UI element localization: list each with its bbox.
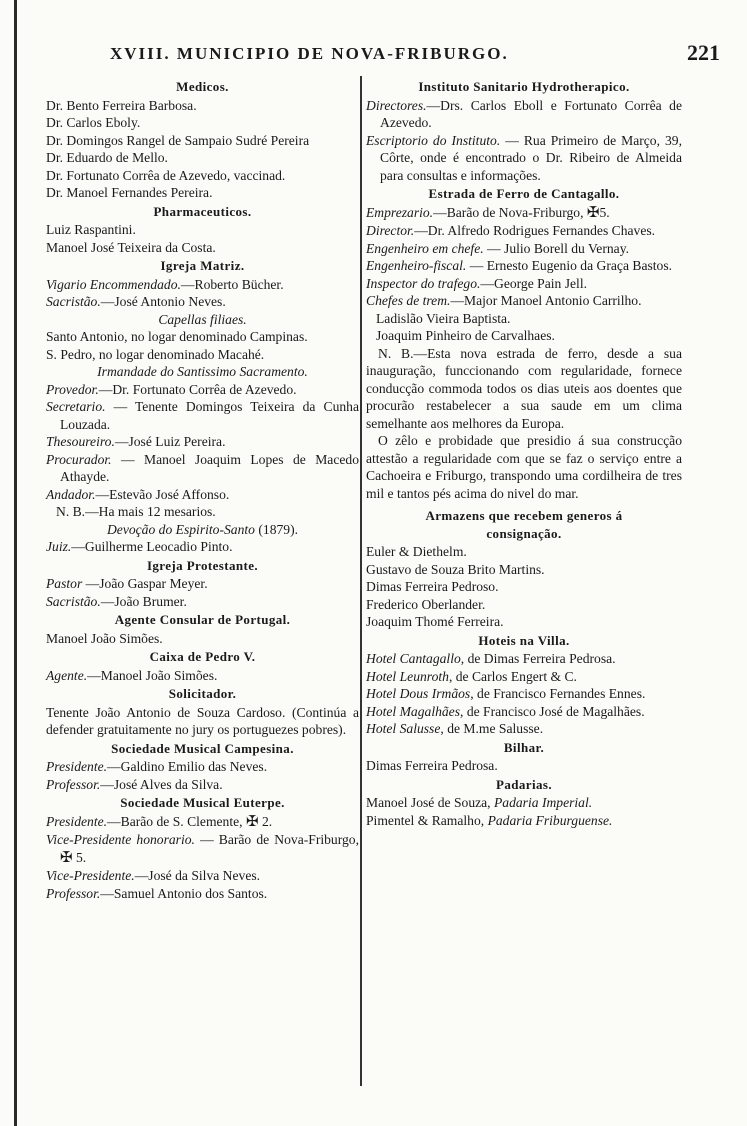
person-name: —Major Manoel Antonio Carrilho.	[450, 293, 642, 308]
devocao-title: Devoção do Espirito-Santo	[106, 521, 255, 537]
hotel-owner: , de Dimas Ferreira Pedrosa.	[460, 651, 616, 666]
person-name: —Drs. Carlos Eboll e Fortunato Corrêa de Azevedo.	[380, 97, 682, 130]
address-text: — Rua Primeiro de Março, 39, Côrte, onde é encontrado o Dr. Ribeiro de Almeida para consultas e informações.	[380, 132, 682, 183]
padaria-name: Padaria Imperial.	[493, 795, 593, 810]
professor-entry	[46, 776, 359, 794]
list-item: Dr. Eduardo de Mello.	[46, 150, 168, 165]
person-name: —Galdino Emilio das Neves.	[107, 759, 268, 774]
role-label: Vice-Presidente honorario.	[46, 832, 195, 847]
page-edge-rule	[14, 0, 17, 1126]
inspector-entry	[366, 275, 682, 293]
hotel-name: Hotel Salusse	[366, 721, 441, 736]
sacristao-entry	[46, 293, 359, 311]
hotel-name: Hotel Cantagallo	[366, 651, 461, 666]
role-label: Agente.	[46, 667, 88, 683]
person-name: —João Gaspar Meyer.	[82, 576, 208, 591]
presidente-entry	[46, 758, 359, 776]
list-item: Dimas Ferreira Pedrosa.	[366, 758, 498, 773]
role-label: Provedor.	[46, 381, 99, 397]
role-label: Director.	[366, 223, 415, 238]
role-label: Secretario.	[46, 399, 106, 414]
padaria-entry	[366, 794, 682, 812]
role-label: Directores.	[366, 97, 427, 113]
chefes-entry	[366, 292, 682, 310]
cross-icon: ✠	[586, 204, 600, 221]
chefe-entry: Ladislão Vieira Baptista.	[376, 310, 511, 326]
section-heading-igreja-protestante: Igreja Protestante.	[146, 557, 259, 573]
role-label: Professor.	[46, 776, 101, 792]
person-name: — Manoel Joaquim Lopes de Macedo Athayde.	[60, 451, 359, 484]
presidente-entry	[46, 813, 359, 832]
list-item: Gustavo de Souza Brito Martins.	[366, 561, 545, 577]
hotel-entry	[366, 650, 682, 668]
sacristao-entry	[46, 593, 359, 611]
role-label: Pastor	[46, 576, 83, 591]
solicitador-entry: Tenente João Antonio de Souza Cardoso. (Continúa a defender gratuitamente no jury os portuguezes pobres).	[46, 704, 359, 737]
vice-honorario-entry	[46, 831, 359, 867]
person-name: —Barão de S. Clemente,	[107, 813, 243, 829]
section-heading-hoteis: Hoteis na Villa.	[478, 632, 570, 648]
person-name: —Samuel Antonio dos Santos.	[100, 885, 268, 901]
padaria-owner: Pimentel & Ramalho,	[366, 812, 488, 828]
engenheiro-entry	[366, 240, 682, 258]
devocao-year: (1879).	[258, 521, 299, 537]
hotel-entry	[366, 703, 682, 721]
list-item: Frederico Oberlander.	[366, 596, 486, 612]
list-item: Dr. Bento Ferreira Barbosa.	[46, 97, 197, 113]
hotel-name: Hotel Leunroth	[366, 668, 449, 684]
emprezario-entry	[366, 204, 682, 223]
vice-presidente-entry	[46, 867, 359, 885]
escriptorio-entry	[366, 132, 682, 185]
andador-entry	[46, 486, 359, 504]
capella-entry: S. Pedro, no logar denominado Macahé.	[46, 346, 265, 362]
professor-entry	[46, 885, 359, 903]
pastor-entry	[46, 575, 359, 593]
nota-paragraph: N. B.—Esta nova estrada de ferro, desde a sua inauguração, funccionando com regularidade, fornece conducção commoda todos os dias uteis aos doentes que procurão restabelecer a sua saude em um clima semelhante aos melhores da Europa.	[366, 345, 682, 431]
hotel-entry	[366, 720, 682, 738]
padaria-entry	[366, 812, 682, 830]
person-name: —George Pain Jell.	[480, 275, 587, 291]
role-label: Vice-Presidente.	[46, 868, 135, 883]
person-name: —Dr. Fortunato Corrêa de Azevedo.	[98, 381, 297, 397]
padaria-owner: Manoel José de Souza,	[366, 795, 494, 810]
role-label: Presidente.	[46, 759, 108, 774]
hotel-entry	[366, 668, 682, 686]
person-name: — Julio Borell du Vernay.	[483, 240, 630, 256]
person-name: —José Antonio Neves.	[100, 294, 226, 309]
role-label: Engenheiro-fiscal.	[366, 258, 467, 273]
role-label: Juiz.	[46, 539, 72, 554]
list-item: Dr. Carlos Eboly.	[46, 115, 141, 130]
secretario-entry	[46, 398, 359, 433]
section-heading-medicos: Medicos.	[176, 79, 229, 94]
person-name: —Guilherme Leocadio Pinto.	[71, 539, 233, 554]
role-label: Procurador.	[46, 451, 112, 467]
hotel-name: Hotel Magalhães	[366, 703, 461, 719]
right-column	[366, 77, 682, 829]
vigario-entry	[46, 276, 359, 294]
column-divider	[360, 76, 362, 1086]
provedor-entry	[46, 381, 359, 399]
grade-number: 5.	[75, 849, 87, 865]
director-entry	[366, 222, 682, 240]
role-label: Engenheiro em chefe.	[366, 240, 484, 256]
person-name: — Barão de Nova-Friburgo,	[194, 832, 359, 847]
section-heading-euterpe: Sociedade Musical Euterpe.	[120, 795, 285, 810]
role-label: Emprezario.	[366, 204, 434, 220]
list-item: Euler & Diethelm.	[366, 544, 467, 559]
page-header	[110, 40, 720, 70]
section-heading-armazens: Armazens que recebem generos á	[425, 508, 623, 523]
hotel-entry	[366, 685, 682, 703]
person-name: — Ernesto Eugenio da Graça Bastos.	[466, 258, 673, 273]
list-item: Dr. Manoel Fernandes Pereira.	[46, 185, 213, 200]
role-label: Escriptorio do Instituto.	[366, 132, 501, 148]
nota-paragraph: O zêlo e probidade que presidio á sua construcção attestão a regularidade com que se faz o serviço entre a Cachoeira e Friburgo, transpondo uma cordilheira de tres mil e tantos pés acima do nivel do mar.	[366, 433, 682, 501]
directores-entry	[366, 97, 682, 132]
section-heading-estrada: Estrada de Ferro de Cantagallo.	[428, 186, 620, 201]
hotel-owner: , de M.me Salusse.	[440, 721, 544, 736]
role-label: Andador.	[46, 486, 96, 502]
subheading-devocao	[46, 521, 359, 539]
section-heading-campesina: Sociedade Musical Campesina.	[111, 740, 294, 756]
list-item: Joaquim Thomé Ferreira.	[366, 614, 504, 629]
juiz-entry	[46, 538, 359, 556]
procurador-entry	[46, 451, 359, 486]
list-item: Dr. Domingos Rangel de Sampaio Sudré Pereira	[46, 132, 310, 148]
person-name: —Dr. Alfredo Rodrigues Fernandes Chaves.	[414, 223, 656, 238]
section-heading-armazens-2: consignação.	[486, 525, 562, 541]
section-heading-agente-consular: Agente Consular de Portugal.	[114, 612, 291, 627]
thesoureiro-entry	[46, 433, 359, 451]
hotel-name: Hotel Dous Irmãos	[366, 686, 471, 701]
hotel-owner: , de Francisco Fernandes Ennes.	[470, 686, 646, 701]
person-name: —Roberto Bücher.	[180, 276, 284, 292]
section-heading-bilhar: Bilhar.	[503, 739, 545, 755]
page-number: 221	[687, 40, 720, 65]
role-label: Presidente.	[46, 813, 108, 829]
list-item: Manoel João Simões.	[46, 630, 163, 646]
subheading-capellas: Capellas filiaes.	[158, 311, 247, 327]
cross-icon: ✠	[245, 813, 259, 830]
role-label: Professor.	[46, 885, 101, 901]
left-column	[46, 77, 359, 902]
person-name: — Tenente Domingos Teixeira da Cunha Louzada.	[60, 399, 359, 432]
hotel-owner: , de Carlos Engert & C.	[448, 668, 577, 684]
list-item: Luiz Raspantini.	[46, 222, 136, 237]
person-name: —Manoel João Simões.	[87, 667, 218, 683]
list-item: Dr. Fortunato Corrêa de Azevedo, vaccinad.	[46, 167, 286, 183]
person-name: —José Luiz Pereira.	[114, 434, 226, 449]
agente-entry	[46, 667, 359, 685]
person-name: —João Brumer.	[100, 593, 187, 609]
section-heading-pharmaceuticos: Pharmaceuticos.	[153, 203, 252, 219]
section-heading-caixa: Caixa de Pedro V.	[149, 649, 256, 664]
section-heading-solicitador: Solicitador.	[168, 686, 237, 701]
list-item: Manoel José Teixeira da Costa.	[46, 239, 216, 255]
list-item: Dimas Ferreira Pedroso.	[366, 579, 499, 594]
role-label: Sacristão.	[46, 294, 101, 309]
role-label: Inspector do trafego.	[366, 275, 481, 291]
person-name: —Barão de Nova-Friburgo,	[433, 204, 584, 220]
section-heading-padarias: Padarias.	[496, 776, 552, 792]
chefe-entry: Joaquim Pinheiro de Carvalhaes.	[376, 328, 555, 343]
subheading-irmandade: Irmandade do Santissimo Sacramento.	[97, 364, 308, 379]
grade-number: 5.	[599, 204, 610, 220]
section-heading-igreja-matriz: Igreja Matriz.	[160, 258, 245, 273]
section-heading-instituto: Instituto Sanitario Hydrotherapico.	[418, 79, 630, 94]
capella-entry: Santo Antonio, no logar denominado Campinas.	[46, 329, 308, 344]
person-name: —José Alves da Silva.	[100, 776, 223, 792]
grade-number: 2.	[261, 813, 273, 829]
cross-icon: ✠	[60, 849, 73, 866]
person-name: —José da Silva Neves.	[134, 868, 261, 883]
person-name: —Estevão José Affonso.	[95, 486, 230, 502]
role-label: Sacristão.	[46, 593, 101, 609]
running-title: XVIII. MUNICIPIO DE NOVA-FRIBURGO.	[110, 44, 509, 63]
padaria-name: Padaria Friburguense.	[487, 812, 613, 828]
hotel-owner: , de Francisco José de Magalhães.	[460, 703, 645, 719]
fiscal-entry	[366, 257, 682, 275]
nota-mesarios: N. B.—Ha mais 12 mesarios.	[56, 504, 216, 519]
role-label: Chefes de trem.	[366, 293, 451, 308]
role-label: Vigario Encommendado.	[46, 276, 181, 292]
role-label: Thesoureiro.	[46, 434, 115, 449]
